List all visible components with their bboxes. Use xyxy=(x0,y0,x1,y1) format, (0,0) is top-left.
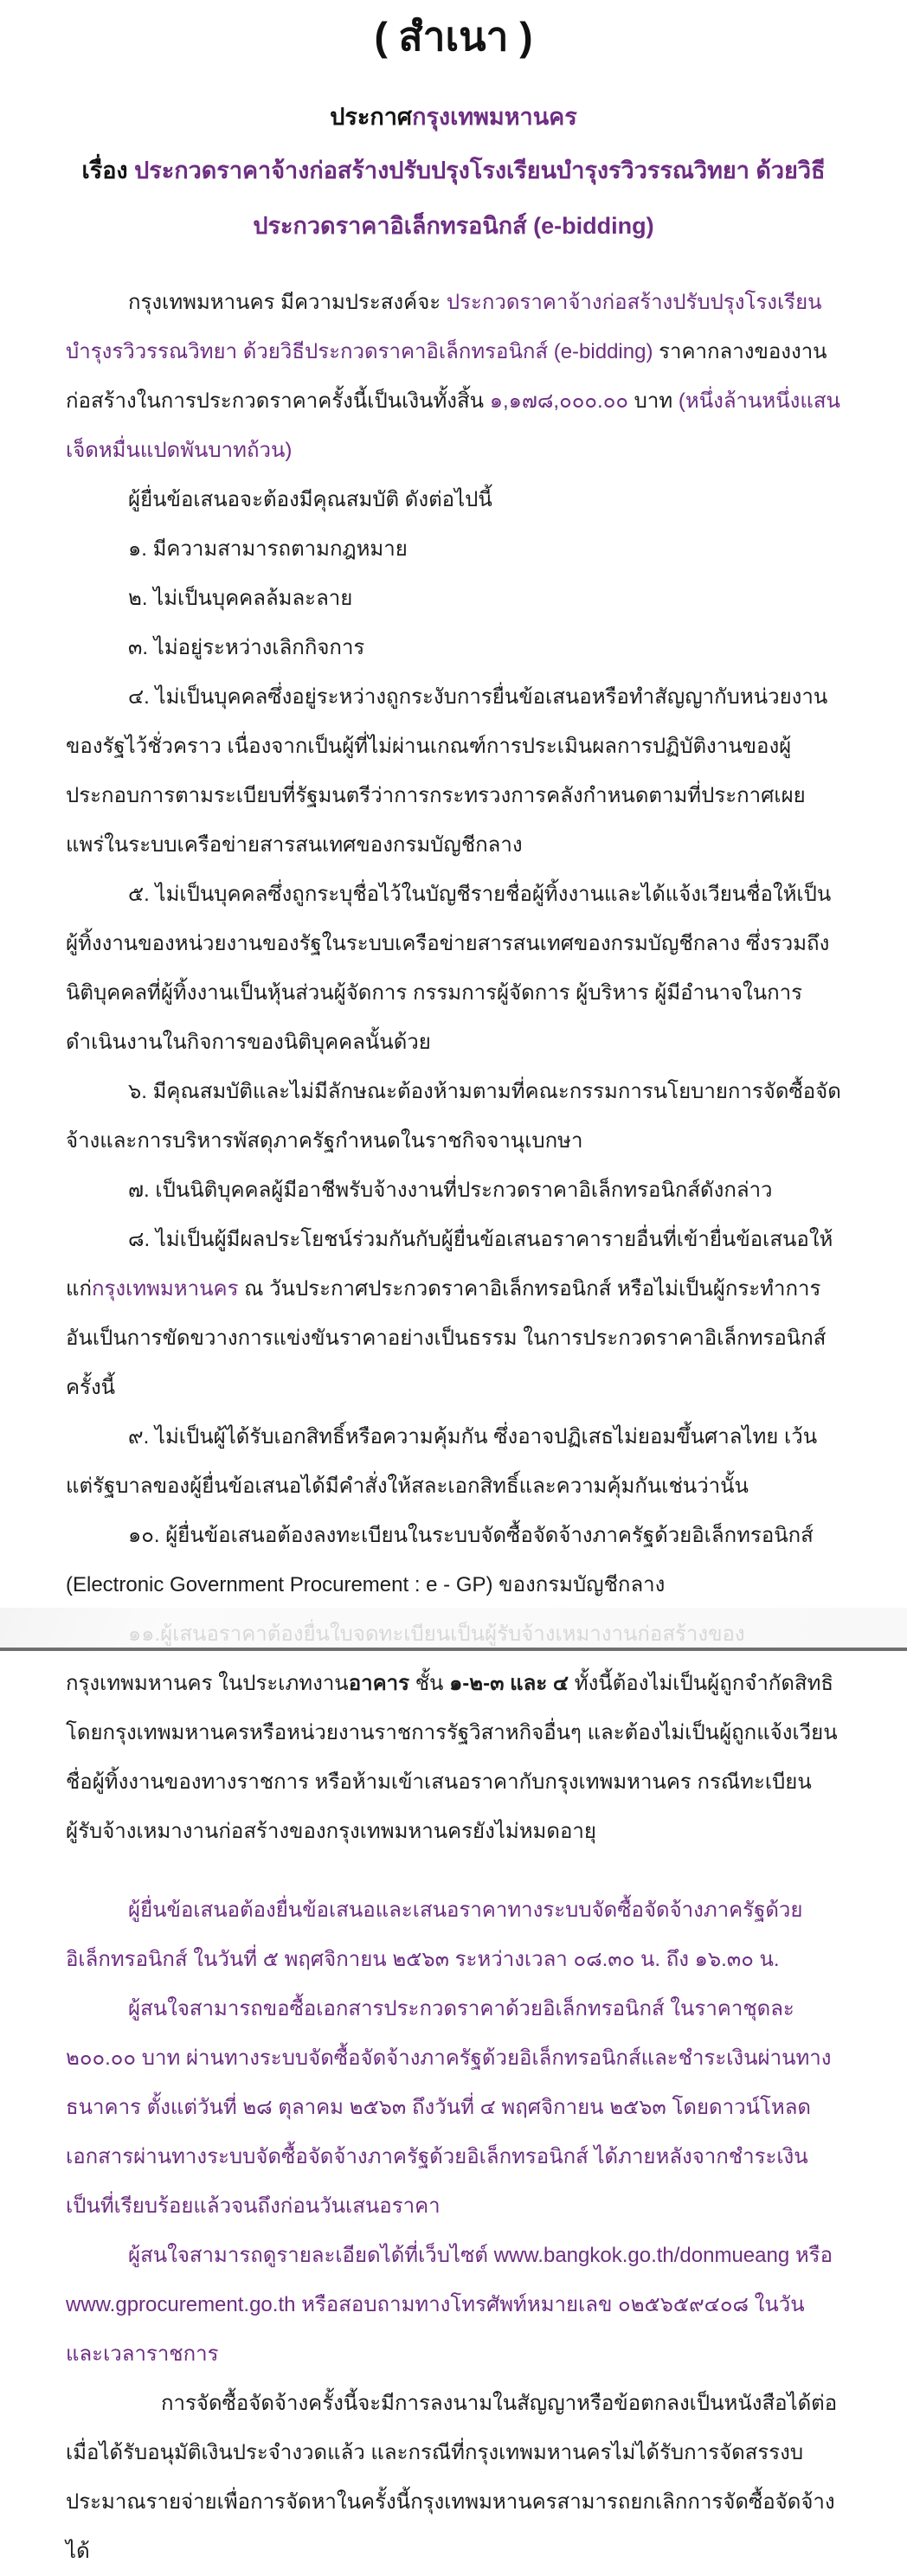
window-bottom-edge xyxy=(0,1648,907,1651)
subject-prefix: เรื่อง xyxy=(81,157,135,183)
paragraph xyxy=(66,672,841,870)
text-segment: ณ วันประกาศประกวดราคาอิเล็กทรอนิกส์ หรือไม่เป็นผู้กระทำการอันเป็นการขัดขวางการแข่งขันราคาอย่างเป็นธรรม ในการประกวดราคาอิเล็กทรอนิกส์ครั้งนี้ xyxy=(66,1276,827,1399)
paragraph xyxy=(66,278,841,475)
announcement-title-prefix: ประกาศ xyxy=(330,103,413,130)
text-segment: ๑-๒-๓ และ ๔ xyxy=(449,1671,569,1695)
paragraph xyxy=(66,870,841,1067)
announcement-title xyxy=(0,102,907,132)
text-segment: ผู้สนใจสามารถดูรายละเอียดได้ที่เว็บไซต์ www.bangkok.go.th/donmueang หรือ www.gprocurement.go.th หรือสอบถามทางโทรศัพท์หมายเลข ๐๒๕๖๕๙๔๐๘ ในวันและเวลาราชการ xyxy=(66,2243,833,2366)
paragraph xyxy=(66,623,841,672)
text-segment: ประกวดราคาจ้างก่อสร้างปรับปรุงโรงเรียนบำรุงรวิวรรณวิทยา ด้วยวิธีประกวดราคาอิเล็กทรอนิกส์ (e-bidding) xyxy=(66,290,822,363)
paragraph xyxy=(66,475,841,524)
copy-label: ( สำเนา ) xyxy=(374,14,533,59)
text-segment: ผู้สนใจสามารถขอซื้อเอกสารประกวดราคาด้วยอิเล็กทรอนิกส์ ในราคาชุดละ ๒๐๐.๐๐ บาท ผ่านทางระบบจัดซื้อจัดจ้างภาครัฐด้วยอิเล็กทรอนิกส์และชำระเงินผ่านทางธนาคาร ตั้งแต่วันที่ ๒๘ ตุลาคม ๒๕๖๓ ถึงวันที่ ๔ พฤศจิกายน ๒๕๖๓ โดยดาวน์โหลดเอกสารผ่านทางระบบจัดซื้อจัดจ้างภาครัฐด้วยอิเล็กทรอนิกส์ ได้ภายหลังจากชำระเงินเป็นที่เรียบร้อยแล้วจนถึงก่อนวันเสนอราคา xyxy=(66,1996,832,2218)
text-segment: ๙. ไม่เป็นผู้ได้รับเอกสิทธิ์หรือความคุ้มกัน ซึ่งอาจปฏิเสธไม่ยอมขึ้นศาลไทย เว้นแต่รัฐบาลของผู้ยื่นข้อเสนอได้มีคำสั่งให้สละเอกสิทธิ์และความคุ้มกันเช่นว่านั้น xyxy=(66,1424,818,1498)
text-segment: บาท xyxy=(628,389,679,413)
page-bottom-shade xyxy=(0,1608,907,1648)
paragraph xyxy=(66,524,841,574)
text-segment: ทั้งนี้ต้องไม่เป็นผู้ถูกจำกัดสิทธิโดยกรุงเทพมหานครหรือหน่วยงานราชการรัฐวิสาหกิจอื่นๆ และต้องไม่เป็นผู้ถูกแจ้งเวียนชื่อผู้ทิ้งงานของทางราชการ หรือห้ามเข้าเสนอราคากับกรุงเทพมหานคร กรณีทะเบียนผู้รับจ้างเหมางานก่อสร้างของกรุงเทพมหานครยังไม่หมดอายุ xyxy=(66,1671,838,1843)
text-segment: ผู้ยื่นข้อเสนอต้องยื่นข้อเสนอและเสนอราคาทางระบบจัดซื้อจัดจ้างภาครัฐด้วยอิเล็กทรอนิกส์ ในวันที่ ๕ พฤศจิกายน ๒๕๖๓ ระหว่างเวลา ๐๘.๓๐ น. ถึง ๑๖.๓๐ น. xyxy=(66,1898,803,1971)
text-segment: ๔. ไม่เป็นบุคคลซึ่งอยู่ระหว่างถูกระงับการยื่นข้อเสนอหรือทำสัญญากับหน่วยงานของรัฐไว้ชั่วคราว เนื่องจากเป็นผู้ที่ไม่ผ่านเกณฑ์การประเมินผลการปฏิบัติงานของผู้ประกอบการตามระเบียบที่รัฐมนตรีว่าการกระทรวงการคลังกำหนดตามที่ประกาศเผยแพร่ในระบบเครือข่ายสารสนเทศของกรมบัญชีกลาง xyxy=(66,684,828,857)
paragraph xyxy=(66,1215,841,1412)
subject-text: ประกวดราคาจ้างก่อสร้างปรับปรุงโรงเรียนบำรุงรวิวรรณวิทยา ด้วยวิธีประกวดราคาอิเล็กทรอนิกส์ (e-bidding) xyxy=(134,157,826,239)
text-segment: ราคากลางของงานก่อสร้างในการประกวดราคาครั้งนี้เป็นเงินทั้งสิ้น xyxy=(66,339,827,413)
text-segment: ๑,๑๗๘,๐๐๐.๐๐ xyxy=(489,389,628,413)
text-segment: การจัดซื้อจัดจ้างครั้งนี้จะมีการลงนามในสัญญาหรือข้อตกลงเป็นหนังสือได้ต่อเมื่อได้รับอนุมัติเงินประจำงวดแล้ว และกรณีที่กรุงเทพมหานครไม่ได้รับการจัดสรรงบประมาณรายจ่ายเพื่อการจัดหาในครั้งนี้กรุงเทพมหานครสามารถยกเลิกการจัดซื้อจัดจ้างได้ xyxy=(66,2391,838,2563)
paragraph xyxy=(66,1166,841,1215)
announcement-title-org: กรุงเทพมหานคร xyxy=(412,103,577,130)
text-segment: ๗. เป็นนิติบุคคลผู้มีอาชีพรับจ้างงานที่ประกวดราคาอิเล็กทรอนิกส์ดังกล่าว xyxy=(128,1178,773,1202)
paragraph xyxy=(66,1067,841,1166)
text-segment: กรุงเทพมหานคร มีความประสงค์จะ xyxy=(128,290,447,314)
paragraph xyxy=(66,2231,841,2379)
text-segment: กรุงเทพมหานคร ในประเภทงาน xyxy=(66,1671,349,1695)
paragraph xyxy=(66,1511,841,1609)
paragraph xyxy=(66,1984,841,2231)
document-page xyxy=(0,12,907,2563)
text-segment: ๓. ไม่อยู่ระหว่างเลิกกิจการ xyxy=(128,635,365,659)
text-segment: ผู้ยื่นข้อเสนอจะต้องมีคุณสมบัติ ดังต่อไปนี้ xyxy=(128,487,492,511)
text-segment: ๘. ไม่เป็นผู้มีผลประโยชน์ร่วมกันกับผู้ยื่นข้อเสนอราคารายอื่นที่เข้ายื่นข้อเสนอให้แก่ xyxy=(66,1227,833,1301)
paragraph xyxy=(66,1412,841,1511)
text-segment: ๑. มีความสามารถตามกฎหมาย xyxy=(128,536,408,561)
text-segment: ๕. ไม่เป็นบุคคลซึ่งถูกระบุชื่อไว้ในบัญชีรายชื่อผู้ทิ้งงานและได้แจ้งเวียนชื่อให้เป็นผู้ทิ้งงานของหน่วยงานของรัฐในระบบเครือข่ายสารสนเทศของกรมบัญชีกลาง ซึ่งรวมถึงนิติบุคคลที่ผู้ทิ้งงานเป็นหุ้นส่วนผู้จัดการ กรรมการผู้จัดการ ผู้บริหาร ผู้มีอำนาจในการดำเนินงานในกิจการของนิติบุคคลนั้นด้วย xyxy=(66,882,832,1054)
text-segment: อาคาร xyxy=(348,1671,410,1695)
paragraph xyxy=(66,2379,841,2576)
text-segment: ชั้น xyxy=(409,1671,450,1695)
text-segment: ๖. มีคุณสมบัติและไม่มีลักษณะต้องห้ามตามที่คณะกรรมการนโยบายการจัดซื้อจัดจ้างและการบริหารพัสดุภาครัฐกำหนดในราชกิจจานุเบกษา xyxy=(66,1079,841,1153)
paragraph xyxy=(66,574,841,623)
text-segment: ๒. ไม่เป็นบุคคลล้มละลาย xyxy=(128,586,353,610)
document-body xyxy=(0,278,907,2576)
paragraph xyxy=(66,1885,841,1984)
text-segment: (หนึ่งล้านหนึ่งแสนเจ็ดหมื่นแปดพันบาทถ้วน) xyxy=(66,389,840,462)
text-segment: กรุงเทพมหานคร xyxy=(92,1276,239,1301)
subject-line xyxy=(0,143,907,254)
text-segment: ๑๐. ผู้ยื่นข้อเสนอต้องลงทะเบียนในระบบจัดซื้อจัดจ้างภาครัฐด้วยอิเล็กทรอนิกส์ (Electronic Government Procurement : e - GP) ของกรมบัญชีกลาง xyxy=(66,1523,814,1596)
